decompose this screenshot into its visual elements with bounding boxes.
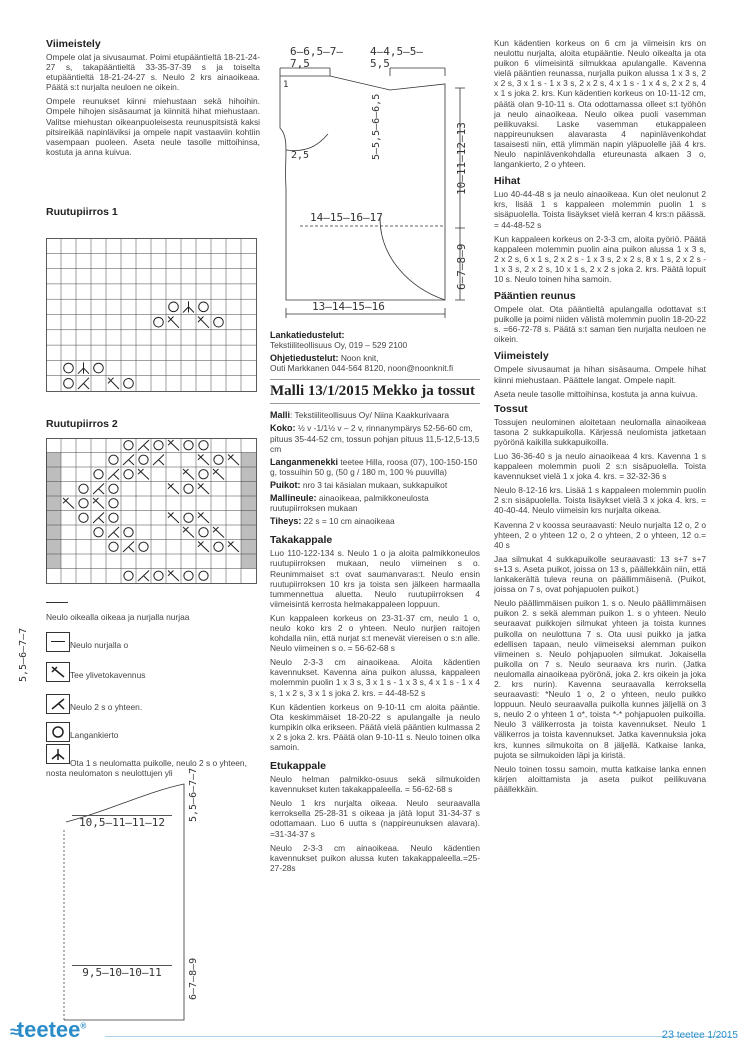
chart-symbol: [199, 470, 208, 479]
chart-symbol: [94, 363, 104, 373]
ohje-value: Noon knit,: [340, 353, 379, 364]
chart-symbol: [184, 513, 193, 522]
viimeistely2-p1: Ompele sivusaumat ja hihan sisäsauma. Ompele hihat kiinni miehustaan. Päättele langat. Ompele napit.: [494, 364, 706, 385]
body-schematic-svg: [270, 38, 480, 318]
tiheys-key: Tiheys:: [270, 516, 302, 527]
sleeve-label-side: 5,5–6–7–7: [18, 627, 29, 682]
viimeistely-heading: Viimeistely: [46, 38, 101, 50]
etupaantie-paragraph: Kun kädentien korkeus on 6 cm ja viimeisin krs on neulottu nurjalta, aloita etupääntie. Neulo oikealta ja ota puikon 6 viimeisintä silmukkaa apulangalle. Kavenna vielä pääntien reunassa, nurjalla puikon alussa 1 x 3 s, 2 x 2 s, 3 x 1 s - 1 x 3 s, 2 x 2 s, 4 x 1 s - 1 x 4 s, 2 x 2 s, 4 x 1 s joka 2. krs. Kun kädentien korkeus on 10-11-12 cm, päätä olan 9-10-11 s. Ota odottamassa olleet s:t työhön ja neulo ainaoikeaa. Neulo oikea puoli vasemman peilikuvaksi. Laske vasemman etukappaleen nappireunuksen alavarasta 4 napinlävenkohdat tasaisesti niin, että ylimmän napin yläpuolelle jää 4 krs. Neulo napinlävenkohdalla etureunasta alkaen 3 o, langankierto, 2 o yhteen.: [494, 38, 706, 170]
takakappale-p2: Kun kappaleen korkeus on 23-31-37 cm, neulo 1 o, neulo koko krs 2 o yhteen. Neulo nurjien raitojen kohdalla niin, että nurjat s:t menevät viereisen o s:n alle. Neulo viimeinen s o. = 56-62-68 s: [270, 612, 480, 654]
chart-symbol: [228, 542, 239, 553]
chart-symbol: [124, 441, 133, 450]
malli-title: Malli 13/1/2015 Mekko ja tossut: [270, 379, 480, 404]
mallineule-value: ainaoikeaa, palmikkoneulosta ruutupiirroksen mukaan: [270, 493, 429, 514]
column-left: [46, 38, 260, 161]
chart-symbol: [123, 542, 134, 553]
issue-label: teetee 1/2015: [676, 1030, 738, 1041]
langanmenekki-value: teetee Hilla, roosa (07), 100-150-150 g, tossuihin 50 g, (50 g / 180 m, 100 % puuvilla): [270, 456, 478, 477]
tossut-p2: Luo 36-36-40 s ja neulo ainaoikeaa 4 krs. Kavenna 1 s kappaleen molemmin puoli 2 s:n sisäpuolella. Toista kavennukset vielä 1 x joka 4. krs. = 32-32-36 s: [494, 451, 706, 482]
takakappale-p4: Kun kädentien korkeus on 9-10-11 cm aloita pääntie. Ota keskimmäiset 18-20-22 s apulangalle ja neulo kumpikin olka erikseen. Päätä vielä pääntien kulmassa 2 x 2 s joka 2. krs. Päätä olan 9-10-11 s. Neulo toinen olka samoin.: [270, 701, 480, 752]
chart-symbol: [78, 378, 89, 389]
chart-symbol: [199, 302, 209, 312]
chart-symbol: [124, 571, 133, 580]
chart-symbol: [64, 363, 74, 373]
body-label-side-lower: 6–7–8–9: [455, 243, 468, 290]
chart-symbol: [183, 527, 194, 538]
chart-symbol: [123, 455, 134, 466]
body-label-side-small: 5–5,5–6–6,5: [371, 93, 382, 160]
chart-symbol: [64, 379, 74, 389]
chart-symbol: [154, 571, 163, 580]
left-slant-icon: [46, 694, 70, 714]
legend-text: Tee ylivetokavennus: [70, 670, 146, 680]
logo-reg: ®: [80, 1021, 87, 1031]
chart-symbol: [138, 440, 149, 451]
chart-symbol: [138, 571, 149, 582]
chart-symbol: [199, 441, 208, 450]
tossut-p7: Neulo toinen tossu samoin, mutta katkaise lanka ennen kärjen aloittamista ja aseta puikot peilikuvana päällekkäin.: [494, 763, 706, 794]
chart-symbol: [154, 317, 164, 327]
chart-grid-1-svg: [46, 238, 260, 392]
legend-text: Langankierto: [70, 730, 119, 740]
page-number: 23: [661, 1029, 675, 1041]
chart-symbol: [168, 317, 179, 328]
ruutupiirros-2-heading: Ruutupiirros 2: [46, 418, 118, 430]
blank-square-icon: [46, 602, 68, 603]
teetee-logo: [10, 1017, 86, 1043]
body-label-bottom: 13–14–15–16: [312, 300, 385, 313]
logo-wave-icon: ≈: [10, 1024, 17, 1041]
lanka-value: Tekstiiliteollisuus Oy, 019 – 529 2100: [270, 340, 408, 351]
viimeistely-paragraph-1: Ompele olat ja sivusaumat. Poimi etupääntieltä 18-21-24-27 s, takapääntieltä 33-35-37-39 s ja toiselta etupääntieltä 18-21-24-27 s. Neulo 2 krs ainaoikeaa. Päätä s:t nurjalta neuloen ne oikein.: [46, 52, 260, 93]
chart-grid-1: [46, 238, 260, 392]
chart-symbol: [214, 542, 223, 551]
chart-symbol: [94, 528, 103, 537]
chart-symbol: [214, 455, 223, 464]
malli-key: Malli: [270, 410, 291, 421]
chart-symbol: [124, 379, 134, 389]
chart-symbol: [94, 470, 103, 479]
chart-symbol: [108, 378, 119, 389]
chart-symbol: [109, 542, 118, 551]
etukappale-p2: Neulo 1 krs nurjalta oikeaa. Neulo seuraavalla kerroksella 25-28-31 s oikeaa ja jätä loput 31-34-37 s odottamaan. Luo 6 uutta s (nappireunuksen alavara). =31-34-37 s: [270, 798, 480, 839]
tiheys-value: 22 s = 10 cm ainaoikeaa: [301, 516, 395, 527]
body-label-side-big: 10–11–12–13: [455, 122, 468, 195]
takakappale-p3: Neulo 2-3-3 cm ainaoikeaa. Aloita kädentien kavennukset. Kavenna aina puikon alussa, kappaleen molemmin puolin 1 x 3 s, 3 x 1 s - 1 x 3 s, 4 x 1 s - 1 x 4 s, 1 x 2 s, 3 x 1 s joka 2. krs. = 44-48-52 s: [270, 657, 480, 698]
hihat-p1: Luo 40-44-48 s ja neulo ainaoikeaa. Kun olet neulonut 2 krs, lisää 1 s kappaleen molemmin puolin 1 s sisäpuolella. Toista lisäykset vielä kerran 4 krs:n päässä. = 44-48-52 s: [494, 189, 706, 230]
chart-symbol: [168, 571, 179, 582]
chart-symbol: [139, 542, 148, 551]
chart-symbol: [138, 469, 149, 480]
malli-value: : Tekstiiliteollisuus Oy/ Niina Kaakkurivaara: [290, 410, 450, 421]
viimeistely2-p2: Aseta neule tasolle mittoihinsa, kostuta ja anna kuivua.: [494, 388, 698, 399]
etukappale-p3: Neulo 2-3-3 cm ainaoikeaa. Neulo kädentien kavennukset puikon alussa kuten takakappaleella.=25-27-28s: [270, 842, 480, 873]
chart-symbol: [124, 470, 133, 479]
chart-symbol: [184, 571, 193, 580]
dash-icon: [46, 632, 70, 652]
legend-text: Ota 1 s neulomatta puikolle, neulo 2 s o yhteen, nosta neulomaton s neulottujen yli: [46, 758, 247, 778]
viimeistely2-heading: Viimeistely: [494, 350, 549, 363]
chart-symbol: [109, 513, 118, 522]
body-schematic: [270, 38, 480, 318]
right-slant-icon: [46, 662, 70, 682]
chart-symbol: [108, 469, 119, 480]
koko-value: ½ v -1/1½ v – 2 v, rinnanympärys 52-56-60 cm, pituus 35-44-52 cm, tossun pohjan pituus 11,5-12,5-13,5 cm: [270, 423, 480, 454]
sleeve-label-side2: 6–7–8–9: [188, 957, 199, 1000]
circle-icon: [46, 722, 70, 742]
body-label-left-small: 2,5: [291, 150, 310, 161]
viimeistely-paragraph-2: Ompele reunukset kiinni miehustaan sekä hihoihin. Ompele hihojen sisäsaumat ja kiinnitä hihat miehustaan. Valitse miehustan oikeanpuoleisesta reunuspitsistä kaksi pitsireikää napinläviksi ja ompele napit vastaaviin kohtiin vasempaan puoleen. Aseta neule tasolle mittoihinsa, kostuta ja anna kuivua.: [46, 96, 260, 157]
puikot-key: Puikot:: [270, 479, 301, 490]
chart-symbol: [108, 527, 119, 538]
chart-grid-2: [46, 438, 260, 584]
chart-symbol: [139, 455, 148, 464]
chart-symbol: [199, 571, 208, 580]
langanmenekki-key: Langanmenekki: [270, 456, 339, 467]
chart-symbol: [63, 498, 74, 509]
chart-symbol: [168, 484, 179, 495]
chart-symbol: [109, 455, 118, 464]
hihat-p2: Kun kappaleen korkeus on 2-3-3 cm, aloita pyöriö. Päätä kappaleen molemmin puolin aina puikon alussa 1 x 3 s, 2 x 2 s, 6 x 1 s, 2 x 2 s - 1 x 3 s, 2 x 2 s, 8 x 1 s, 2 x 2 s - 1 x 3 s, 2 x 2 s, 10 x 1 s, 2 x 2 s joka 2. krs. Päätä lopuit 10 s. Neulo toinen hiha samoin.: [494, 233, 706, 284]
chart-symbol: [168, 513, 179, 524]
body-label-top-left: 6–6,5–7–7,5: [290, 45, 343, 70]
chart-symbol: [198, 542, 209, 553]
sleeve-label-side: 5,5–6–7–7: [188, 767, 199, 822]
body-label-middle: 14–15–16–17: [310, 211, 383, 224]
etukappale-heading: Etukappale: [270, 760, 327, 773]
chart-grid-2-svg: [46, 438, 260, 584]
hihat-heading: Hihat: [494, 175, 521, 188]
chart-symbol: [214, 317, 224, 327]
takakappale-heading: Takakappale: [270, 534, 333, 547]
tossut-p1: Tossujen neulominen aloitetaan neulomalla ainaoikeaa tasona 2 sukkapuikolla. Kärjessä neulomista jatketaan pyörönä kaikilla sukkapuikoilla.: [494, 416, 706, 447]
sleeve-label-bottom: 9,5–10–10–11: [72, 965, 172, 979]
legend-text: Neulo nurjalla o: [70, 640, 129, 650]
chart-symbol: [154, 441, 163, 450]
mallineule-key: Mallineule:: [270, 493, 317, 504]
footer-rule: [105, 1036, 730, 1037]
body-label-left-top: 1: [283, 80, 289, 90]
paantie-heading: Pääntien reunus: [494, 290, 576, 303]
chart-symbol: [79, 499, 88, 508]
footer-page: [662, 1029, 738, 1041]
koko-key: Koko:: [270, 423, 296, 434]
chart-symbol: [93, 498, 104, 509]
body-label-top-right: 4–4,5–5–5,5: [370, 45, 423, 70]
chart-symbol: [213, 527, 224, 538]
chart-symbol: [183, 469, 194, 480]
chart-symbol: [213, 469, 224, 480]
chart-symbol: [184, 484, 193, 493]
column-middle: [270, 330, 480, 877]
chart-symbol: [198, 317, 209, 328]
tossut-heading: Tossut: [494, 402, 528, 415]
tossut-p3: Neulo 8-12-16 krs. Lisää 1 s kappaleen molemmin puolin 2 s:n sisäpuolella. Toista lisäykset vielä 3 x joka 4. krs. = 40-40-44. Neulo viimeisin krs nurjalta oikeaa.: [494, 485, 706, 516]
chart-symbol: [93, 513, 104, 524]
chart-symbol: [109, 484, 118, 493]
ohje-value-2: Outi Markkanen 044-564 8120, noon@noonknit.fi: [270, 363, 454, 374]
chart-symbol: [198, 484, 209, 495]
sleeve-label-top: 10,5–11–11–12: [72, 815, 172, 829]
paantie-paragraph: Ompele olat. Ota pääntieltä apulangalla odottavat s:t puikolle ja poimi niiden välistä molemmin puolin 18-20-22 s. =66-72-78 s. Päätä s:t saman tien nurjalta neuloen ne oikein.: [494, 304, 706, 345]
tossut-p4: Kavenna 2 v koossa seuraavasti: Neulo nurjalta 12 o, 2 o yhteen, 2 o yhteen 12 o, 2 o yhteen, 2 o yhteen, 12 o.= 40 s: [494, 519, 706, 550]
legend-text: Neulo 2 s o yhteen.: [70, 702, 143, 712]
column-right: [494, 38, 706, 798]
puikot-value: nro 3 tai käsialan mukaan, sukkapuikot: [300, 479, 448, 490]
chart-symbol: [198, 513, 209, 524]
lanka-label: Lankatiedustelut:: [270, 330, 345, 340]
ohje-label: Ohjetiedustelut:: [270, 353, 339, 364]
etukappale-p1: Neulo helman palmikko-osuus sekä silmukoiden kavennukset kuten takakappaleella. = 56-62-68 s: [270, 774, 480, 795]
chart-symbol: [183, 301, 194, 312]
chart-symbol: [198, 455, 209, 466]
legend-text: Neulo oikealla oikeaa ja nurjalla nurjaa: [46, 612, 190, 622]
ruutupiirros-1-heading: Ruutupiirros 1: [46, 206, 118, 218]
chart-symbol: [79, 484, 88, 493]
chart-symbol: [199, 528, 208, 537]
chart-symbol: [78, 362, 89, 373]
symbol-legend: [46, 602, 260, 762]
chart-symbol: [228, 455, 239, 466]
chart-symbol: [168, 440, 179, 451]
chart-symbol: [169, 302, 179, 312]
chart-symbol: [184, 441, 193, 450]
logo-text: teetee: [16, 1017, 81, 1042]
tossut-p6: Neulo päällimmäisen puikon 1. s o. Neulo päällimmäisen puikon 2. s sekä alemman puikon 1. s o yhteen. Neulo seuraavat puikkojen silmukat yhteen ja toista kunnes puikolla on neulottuna 7 s. Ota uusi puikko ja jatka edellisen tapaan, neulo viimeiseksi alemman puikon viimeinen s. Neulo pohjapuolen silmukat. Jokaisella puikolla on 7 s. Neulo seuraava krs nurin. (Jatka neulomalla ainaoikeaa pyörönä, joka 2. krs oikein ja joka 2. krs nurin). Kavenna seuraavalla kerroksella seuraavasti: *Neulo 1 o, 2 o yhteen, neulo puikko loppuun. Neulo seuraavalla puikolla kunnes jäljellä on 3 s, neulo 2 o yhteen 1 o*, toista *-* pohjapuolen puikoilla. Neulo 3 välikerrosta ja toista kavennukset. Neulo 1 välikerros ja toista kavennukset. Jatka kavennuksia joka krs, kunnes silmukoita on 8 jäljellä. Katkaise lanka, pujota se silmukoiden läpi ja kiristä.: [494, 598, 706, 760]
chart-symbol: [124, 528, 133, 537]
tossut-p5: Jaa silmukat 4 sukkapuikolle seuraavasti: 13 s+7 s+7 s+13 s. Aseta puikot, joissa on 13 s, päällekkäin niin, että lankakerältä tuleva reuna on päällimmäisenä. (Puikot, joissa on 7 s, ovat pohjapuolen puikot.): [494, 553, 706, 595]
chart-symbol: [109, 499, 118, 508]
takakappale-p1: Luo 110-122-134 s. Neulo 1 o ja aloita palmikkoneulos ruutupiirroksen mukaan, neulo viimeinen s o. Reunimmaiset s:t ovat saumanvaras:t. Neulo ensin ruutupiirroksen 10 krs ja toista sen jälkeen harmaalla tummennettua aluetta. Neulo ruutupiirroksen 4 viimeisintä kerrosta helmakappaleen loppuun.: [270, 548, 480, 609]
chart-symbol: [79, 513, 88, 522]
chart-symbol: [153, 455, 164, 466]
chart-symbol: [93, 484, 104, 495]
